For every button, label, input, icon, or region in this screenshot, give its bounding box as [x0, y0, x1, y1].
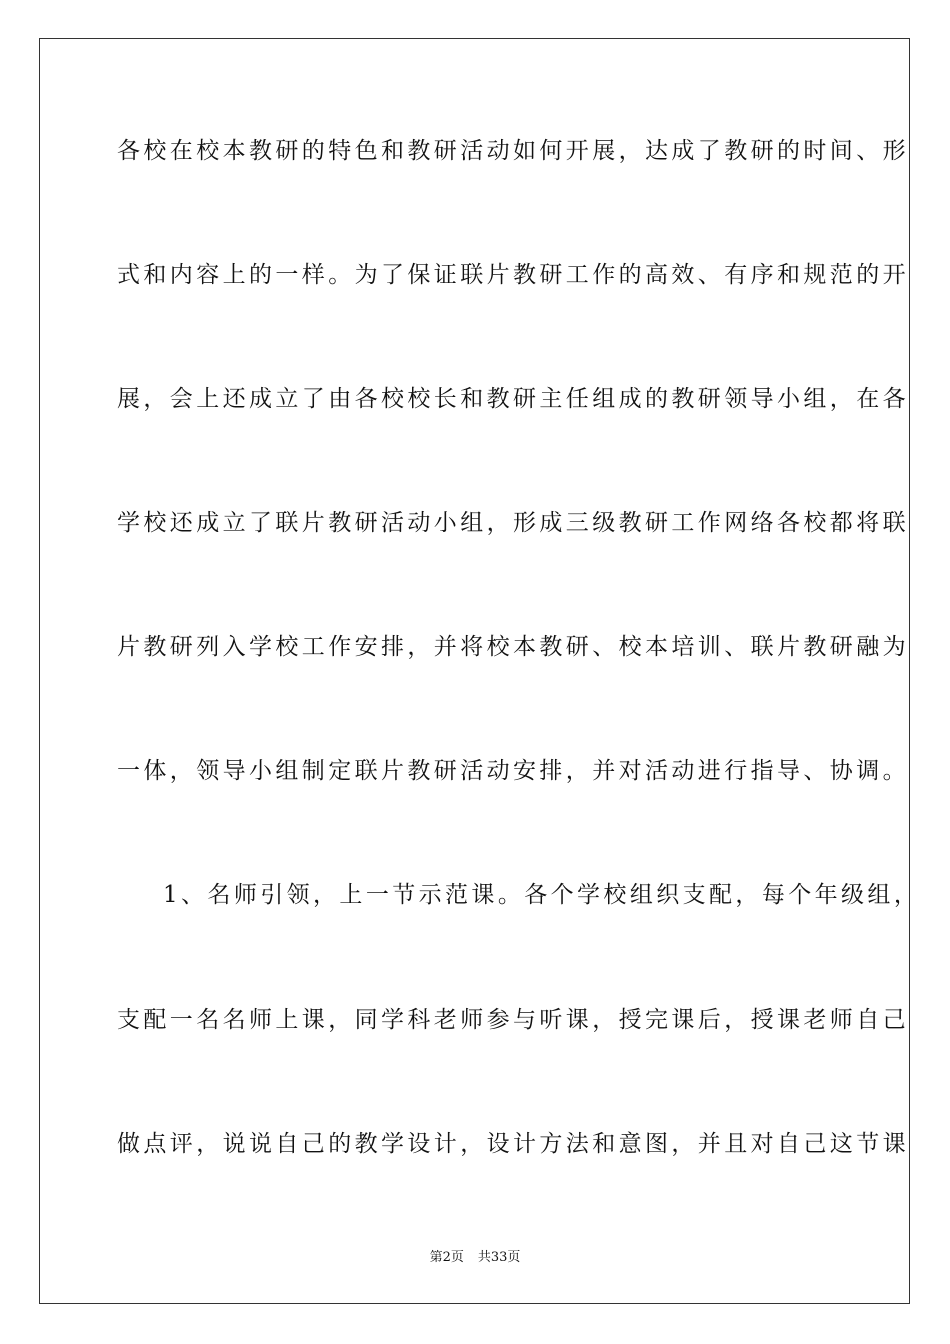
text-line: 1、名师引领，上一节示范课。各个学校组织支配，每个年级组， — [163, 882, 921, 908]
text-line: 支配一名名师上课，同学科老师参与听课，授完课后，授课老师自己 — [117, 1007, 909, 1033]
text-line: 展，会上还成立了由各校校长和教研主任组成的教研领导小组，在各 — [117, 386, 909, 412]
text-line: 一体，领导小组制定联片教研活动安排，并对活动进行指导、协调。 — [117, 758, 909, 784]
text-line: 片教研列入学校工作安排，并将校本教研、校本培训、联片教研融为 — [117, 634, 909, 660]
page-frame — [39, 38, 921, 1304]
text-line: 学校还成立了联片教研活动小组，形成三级教研工作网络各校都将联 — [117, 510, 909, 536]
text-line: 各校在校本教研的特色和教研活动如何开展，达成了教研的时间、形 — [117, 138, 909, 164]
page-footer — [0, 1246, 950, 1265]
text-line: 式和内容上的一样。为了保证联片教研工作的高效、有序和规范的开 — [117, 262, 909, 288]
text-line: 做点评，说说自己的教学设计，设计方法和意图，并且对自己这节课 — [117, 1131, 909, 1157]
page-number: 第2页 — [429, 1250, 464, 1265]
page-total: 共33页 — [477, 1250, 521, 1265]
